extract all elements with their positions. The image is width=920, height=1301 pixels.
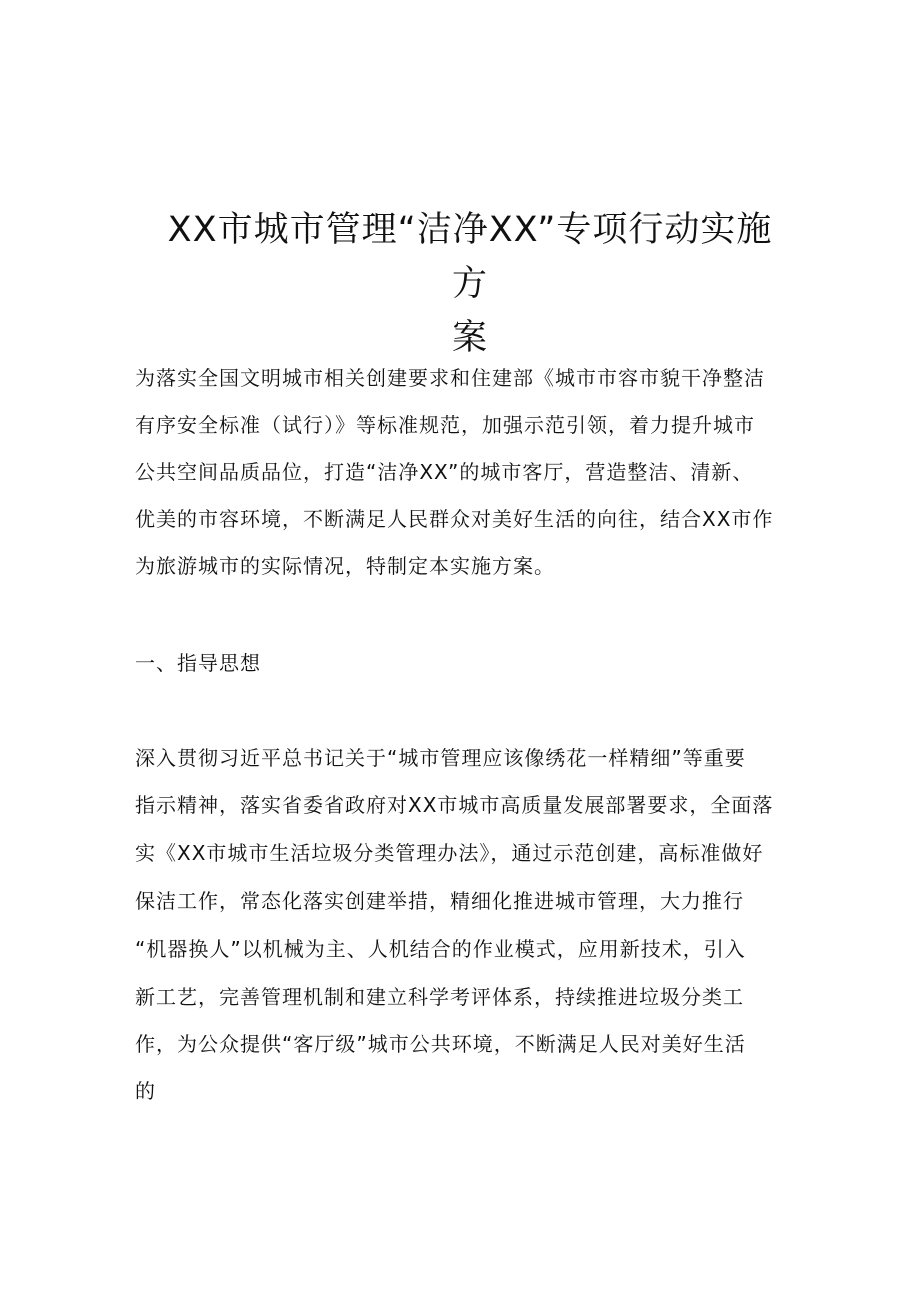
intro-line: 优美的市容环境，不断满足人民群众对美好生活的向往，结合XX市作 <box>135 507 774 531</box>
body-line: 作，为公众提供“客厅级”城市公共环境，不断满足人民对美好生活 <box>135 1032 746 1056</box>
document-title <box>150 203 790 365</box>
intro-line: 为旅游城市的实际情况，特制定本实施方案。 <box>135 554 555 578</box>
title-line-1: XX市城市管理“洁净XX”专项行动实施方 <box>167 210 773 304</box>
body-line: 保洁工作，常态化落实创建举措，精细化推进城市管理，大力推行 <box>135 889 744 913</box>
body-line: 指示精神，落实省委省政府对XX市城市高质量发展部署要求，全面落 <box>135 793 774 817</box>
section-heading: 一、指导思想 <box>135 651 261 675</box>
intro-line: 为落实全国文明城市相关创建要求和住建部《城市市容市貌干净整洁 <box>135 366 765 390</box>
intro-line: 公共空间品质品位，打造“洁净XX”的城市客厅，营造整洁、清新、 <box>135 460 754 484</box>
intro-line: 有序安全标准（试行）》等标准规范，加强示范引领，着力提升城市 <box>135 413 755 437</box>
title-line-2: 案 <box>451 318 488 358</box>
body-line: 的 <box>135 1079 156 1103</box>
body-line: 深入贯彻习近平总书记关于“城市管理应该像绣花一样精细”等重要 <box>135 746 746 770</box>
body-line: “机器换人”以机械为主、人机结合的作业模式，应用新技术，引入 <box>135 937 746 961</box>
body-line: 实《XX市城市生活垃圾分类管理办法》，通过示范创建，高标准做好 <box>135 841 764 865</box>
body-line: 新工艺，完善管理机制和建立科学考评体系，持续推进垃圾分类工 <box>135 985 744 1009</box>
